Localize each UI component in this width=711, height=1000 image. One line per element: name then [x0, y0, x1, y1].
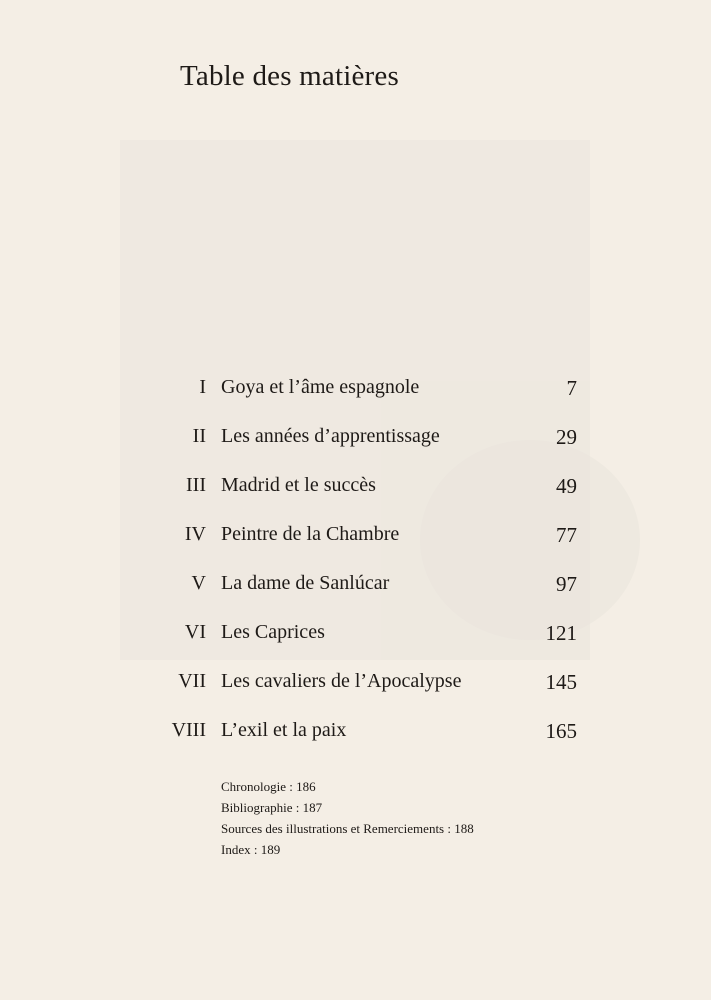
- toc-row: [0, 464, 711, 513]
- toc-row: [0, 562, 711, 611]
- chapter-number: VI: [184, 621, 206, 643]
- chapter-title: La dame de Sanlúcar: [221, 572, 390, 594]
- chapter-number: VII: [178, 670, 206, 692]
- appendix-item-sources: Sources des illustrations et Remerciements : 188: [221, 821, 474, 836]
- chapter-page-number: 165: [545, 719, 577, 743]
- chapter-number: IV: [184, 523, 206, 545]
- chapter-title: Les cavaliers de l’Apocalypse: [221, 670, 462, 692]
- appendix-item-bibliographie: Bibliographie : 187: [221, 800, 323, 815]
- chapter-page-number: 145: [545, 670, 577, 694]
- toc-row: [0, 660, 711, 709]
- chapter-number: II: [192, 425, 206, 447]
- chapter-page-number: 49: [556, 474, 577, 498]
- chapter-number: III: [186, 474, 206, 496]
- chapter-page-number: 97: [556, 572, 577, 596]
- table-of-contents: [0, 366, 711, 758]
- chapter-page-number: 7: [566, 376, 577, 400]
- toc-row: [0, 415, 711, 464]
- chapter-title: Peintre de la Chambre: [221, 523, 400, 545]
- chapter-title: Madrid et le succès: [221, 474, 376, 496]
- chapter-title: Les Caprices: [221, 621, 325, 643]
- chapter-page-number: 77: [556, 523, 577, 547]
- toc-row: [0, 513, 711, 562]
- chapter-page-number: 121: [545, 621, 577, 645]
- chapter-page-number: 29: [556, 425, 577, 449]
- toc-row: [0, 366, 711, 415]
- appendix-item-index: Index : 189: [221, 842, 281, 857]
- chapter-title: Goya et l’âme espagnole: [221, 376, 420, 398]
- toc-row: [0, 709, 711, 758]
- chapter-title: L’exil et la paix: [221, 719, 347, 741]
- appendix-item-chronologie: Chronologie : 186: [221, 779, 316, 794]
- chapter-number: VIII: [171, 719, 206, 741]
- page-title: Table des matières: [180, 60, 399, 92]
- toc-row: [0, 611, 711, 660]
- chapter-title: Les années d’apprentissage: [221, 425, 440, 447]
- chapter-number: I: [199, 376, 206, 398]
- chapter-number: V: [191, 572, 206, 594]
- appendix-list: [221, 776, 474, 860]
